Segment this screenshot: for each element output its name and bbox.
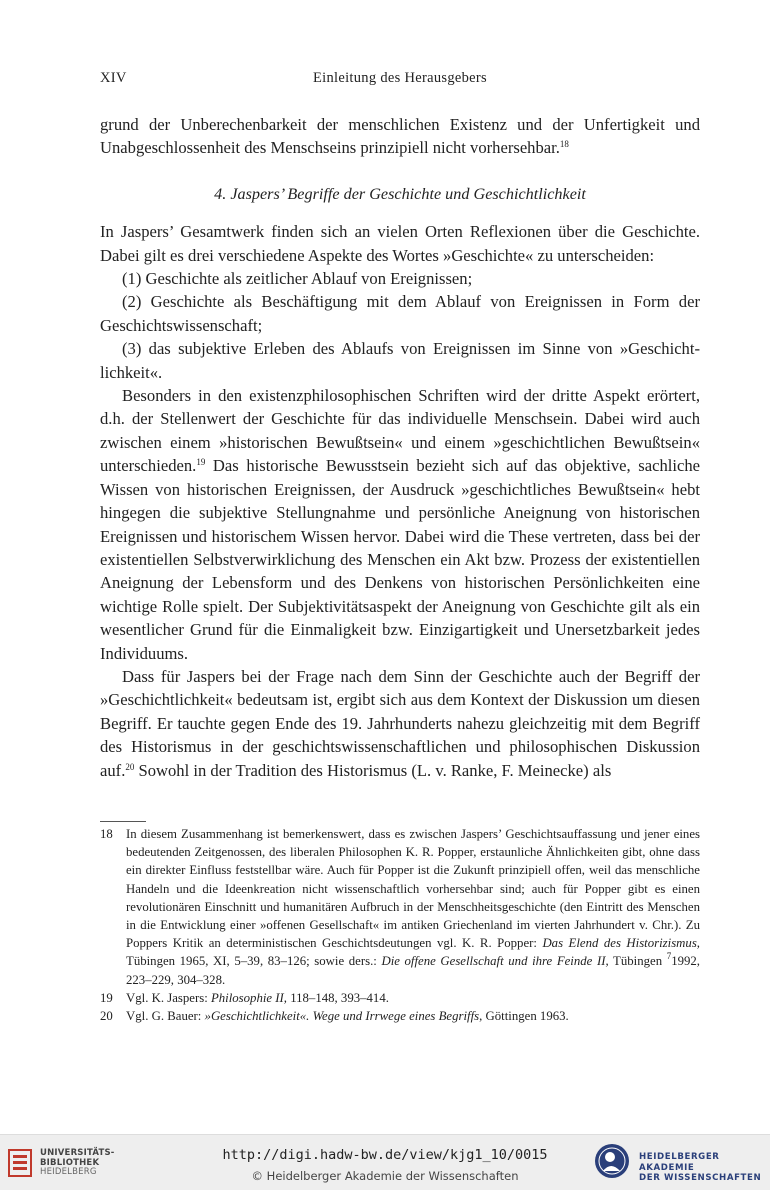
academy-logo[interactable]	[593, 1142, 765, 1182]
footnote-number: 20	[100, 1009, 113, 1024]
footnotes	[100, 825, 700, 1025]
running-header	[100, 70, 700, 92]
list-item-3: (3) das subjektive Erleben des Ablaufs von Ereignissen im Sinne von »Geschichtlichkeit«.	[100, 339, 700, 382]
footnote-ref-20[interactable]: 20	[125, 761, 135, 772]
main-text	[100, 113, 700, 782]
footnote-text: Vgl. G. Bauer: »Geschichtlichkeit«. Wege und Irrwege eines Begriffs, Göttingen 1963.	[126, 1009, 569, 1024]
paragraph-historical-consciousness: Besonders in den existenzphilosophischen Schriften wird der dritte Aspekt erörtert, d.h. der Stellenwert der Geschichte für das individuelle Menschsein. Dabei wird auch zwischen einem »historischen Bewußtsein« und einem »geschichtlichen Bewußtsein« unterschieden.$^{19}$ Das historische Bewusstsein bezieht sich auf das objektive, sachliche Wissen von historischen Ereignissen, der Ausdruck »geschichtliches Bewußtsein« hebt hingegen die subjektive Stellungnahme und persönliche Aneignung von historischen Ereignissen und historischem Wissen hervor. Dabei wird die These vertreten, dass bei der existentiellen Selbstverwirklichung des Menschen ein Akt bzw. Prozess der existentiellen Aneignung der Lebensform und des Denkens von historischen Persönlichkeiten eine wichtige Rolle spielt. Der Subjektivitätsaspekt der Aneignung von Geschichte gilt als ein wesentlicher Grund für die Einmaligkeit bzw. Einzigartigkeit und Unersetzbarkeit jedes Individuums.	[100, 386, 700, 663]
footnote-divider	[100, 821, 146, 822]
list-item-1: (1) Geschichte als zeitlicher Ablauf von Ereignissen;	[122, 269, 473, 289]
footnote-19	[100, 989, 700, 1007]
footnote-18	[100, 825, 700, 989]
viewer-footer	[0, 1134, 770, 1190]
running-title: Einleitung des Herausgebers	[313, 70, 487, 86]
copyright-notice: © Heidelberger Akademie der Wissenschaften	[251, 1169, 519, 1183]
footnote-number: 19	[100, 990, 113, 1005]
footnote-text: Vgl. K. Jaspers: Philosophie II, 118–148, 393–414.	[126, 990, 389, 1005]
footnote-text: In diesem Zusammenhang ist bemerkenswert, dass es zwischen Jaspers’ Geschichtsauffassung und jener eines bedeutenden Zeitgenossen, des liberalen Philosophen K. R. Popper, erstaunliche Ähnlichkeiten gibt, ohne dass ein direkter Einfluss feststellbar wäre. Auch für Popper ist die Zukunft prinzipiell offen, weil das menschliche Handeln und die Ideenkreation nicht wissenschaftlich vorhersehbar sind; auch für Popper gibt es einen revolutionären Einschnitt und humanitären Aufbruch in der Menschheitsgeschichte (den Eintritt des Menschen in die Entwicklung einer »offenen Gesellschaft« im antiken Griechenland im vierten Jahrhundert v. Chr.). Zu Poppers Kritik an deterministischen Geschichtsdeutungen vgl. K. R. Popper: Das Elend des Historizismus, Tübingen 1965, XI, 5–39, 83–126; sowie ders.: Die offene Gesellschaft und ihre Feinde II, Tübingen $^7$1992, 223–229, 304–328.	[126, 827, 700, 987]
permalink-url[interactable]: http://digi.hadw-bw.de/view/kjg1_10/0015	[222, 1147, 548, 1163]
page-number: XIV	[100, 70, 127, 86]
footnote-ref-18[interactable]: 18	[559, 139, 569, 150]
library-name: UNIVERSITÄTS- BIBLIOTHEK HEIDELBERG	[40, 1148, 115, 1177]
footnote-ref-19[interactable]: 19	[196, 457, 206, 468]
paragraph-continuation: grund der Unberechenbarkeit der menschlichen Existenz und der Unfertigkeit und Unabgeschlossenheit des Menschseins prinzipiell nicht vorhersehbar.$^{18}$	[100, 115, 700, 158]
footnote-number: 18	[100, 827, 113, 841]
section-heading: 4. Jaspers’ Begriffe der Geschichte und Geschichtlichkeit	[214, 184, 586, 203]
list-item-2: (2) Geschichte als Beschäftigung mit dem Ablauf von Ereignissen in Form der Geschichtswissenschaft;	[100, 292, 700, 335]
paragraph-intro: In Jaspers’ Gesamtwerk finden sich an vielen Orten Reflexionen über die Geschichte. Dabei gilt es drei verschiedene Aspekte des Wortes »Geschichte« zu unterscheiden:	[100, 222, 700, 265]
academy-seal-icon	[593, 1142, 631, 1180]
footnote-20	[100, 1007, 700, 1025]
academy-name: HEIDELBERGER AKADEMIE DER WISSENSCHAFTEN	[639, 1152, 762, 1183]
paragraph-historicity: Dass für Jaspers bei der Frage nach dem Sinn der Geschichte auch der Begriff der »Geschichtlichkeit« bedeutsam ist, ergibt sich aus dem Kontext der Diskussion um diesen Begriff. Er tauchte gegen Ende des 19. Jahrhunderts nahezu gleichzeitig mit dem Begriff des Historismus in der geschichtswissenschaftlichen und philosophischen Diskussion auf.$^{20}$ Sowohl in der Tradition des Historismus (L. v. Ranke, F. Meinecke) als	[100, 666, 700, 780]
